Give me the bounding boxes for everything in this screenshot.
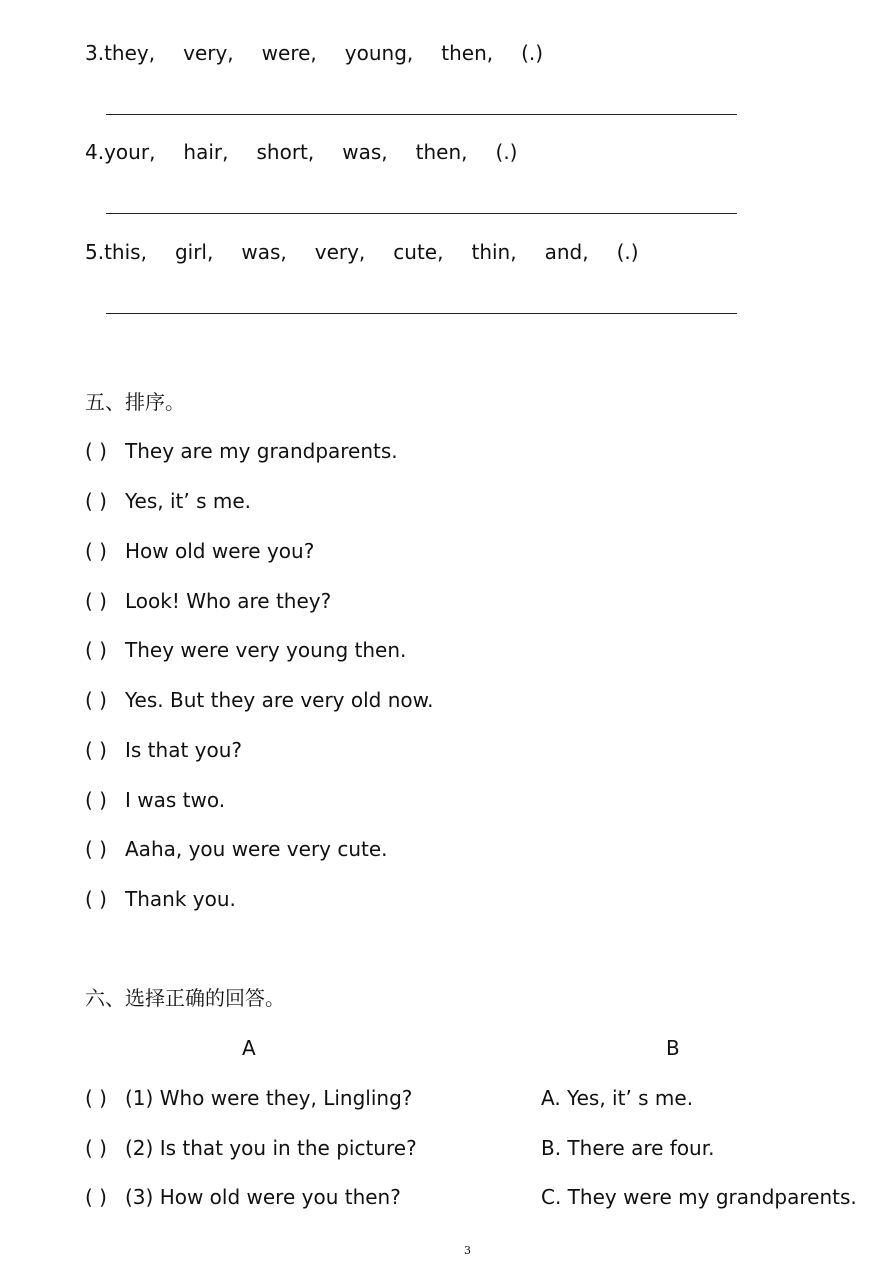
column-a-header: A bbox=[242, 1036, 256, 1060]
word: was, bbox=[241, 240, 287, 264]
word: and, bbox=[544, 240, 589, 264]
match-question bbox=[85, 1086, 412, 1110]
question-text: (1) Who were they, Lingling? bbox=[125, 1086, 413, 1110]
answer-paren: ( ) bbox=[85, 1136, 107, 1160]
sentence: Aaha, you were very cute. bbox=[125, 837, 388, 861]
word: this, bbox=[104, 240, 147, 264]
section-6-title: 六、选择正确的回答。 bbox=[85, 986, 285, 1010]
order-item bbox=[85, 788, 225, 812]
word: then, bbox=[415, 140, 468, 164]
order-item bbox=[85, 539, 314, 563]
question-text: (3) How old were you then? bbox=[125, 1185, 401, 1209]
word: very, bbox=[314, 240, 366, 264]
sentence: Yes, it’ s me. bbox=[125, 489, 252, 513]
answer-paren: ( ) bbox=[85, 837, 107, 861]
question-number: 5. bbox=[85, 240, 105, 264]
word: were, bbox=[261, 41, 317, 65]
match-question bbox=[85, 1185, 401, 1209]
sentence: Yes. But they are very old now. bbox=[125, 688, 434, 712]
answer-paren: ( ) bbox=[85, 788, 107, 812]
sentence: Look! Who are they? bbox=[125, 589, 332, 613]
word: then, bbox=[441, 41, 494, 65]
section-5-title: 五、排序。 bbox=[85, 390, 185, 414]
question-4 bbox=[85, 140, 545, 164]
order-item bbox=[85, 837, 388, 861]
word: cute, bbox=[393, 240, 444, 264]
answer-line bbox=[106, 313, 737, 314]
word: (.) bbox=[616, 240, 639, 264]
sentence: How old were you? bbox=[125, 539, 315, 563]
column-b-header: B bbox=[666, 1036, 680, 1060]
order-item bbox=[85, 589, 331, 613]
question-5 bbox=[85, 240, 667, 264]
answer-paren: ( ) bbox=[85, 688, 107, 712]
word: girl, bbox=[174, 240, 214, 264]
page-number: 3 bbox=[464, 1244, 471, 1257]
order-item bbox=[85, 489, 251, 513]
match-question bbox=[85, 1136, 417, 1160]
order-item bbox=[85, 688, 434, 712]
answer-paren: ( ) bbox=[85, 738, 107, 762]
answer-paren: ( ) bbox=[85, 589, 107, 613]
sentence: I was two. bbox=[125, 788, 226, 812]
word: short, bbox=[256, 140, 315, 164]
order-item bbox=[85, 439, 398, 463]
sentence: Is that you? bbox=[125, 738, 243, 762]
sentence: Thank you. bbox=[125, 887, 236, 911]
answer-paren: ( ) bbox=[85, 439, 107, 463]
word: (.) bbox=[521, 41, 544, 65]
question-number: 3. bbox=[85, 41, 105, 65]
answer-paren: ( ) bbox=[85, 539, 107, 563]
sentence: They were very young then. bbox=[125, 638, 407, 662]
answer-paren: ( ) bbox=[85, 1086, 107, 1110]
question-3 bbox=[85, 41, 571, 65]
question-text: (2) Is that you in the picture? bbox=[125, 1136, 417, 1160]
answer-line bbox=[106, 114, 737, 115]
sentence: They are my grandparents. bbox=[125, 439, 398, 463]
answer-line bbox=[106, 213, 737, 214]
match-answer: C. They were my grandparents. bbox=[541, 1185, 857, 1209]
answer-paren: ( ) bbox=[85, 489, 107, 513]
order-item bbox=[85, 738, 242, 762]
match-answer: B. There are four. bbox=[541, 1136, 715, 1160]
match-answer: A. Yes, it’ s me. bbox=[541, 1086, 694, 1110]
word: was, bbox=[342, 140, 388, 164]
order-item bbox=[85, 887, 236, 911]
answer-paren: ( ) bbox=[85, 638, 107, 662]
word: your, bbox=[104, 140, 156, 164]
word: very, bbox=[183, 41, 234, 65]
answer-paren: ( ) bbox=[85, 1185, 107, 1209]
word: young, bbox=[344, 41, 414, 65]
answer-paren: ( ) bbox=[85, 887, 107, 911]
question-number: 4. bbox=[85, 140, 105, 164]
word: thin, bbox=[471, 240, 517, 264]
order-item bbox=[85, 638, 406, 662]
word: they, bbox=[104, 41, 156, 65]
word: (.) bbox=[495, 140, 518, 164]
word: hair, bbox=[183, 140, 229, 164]
